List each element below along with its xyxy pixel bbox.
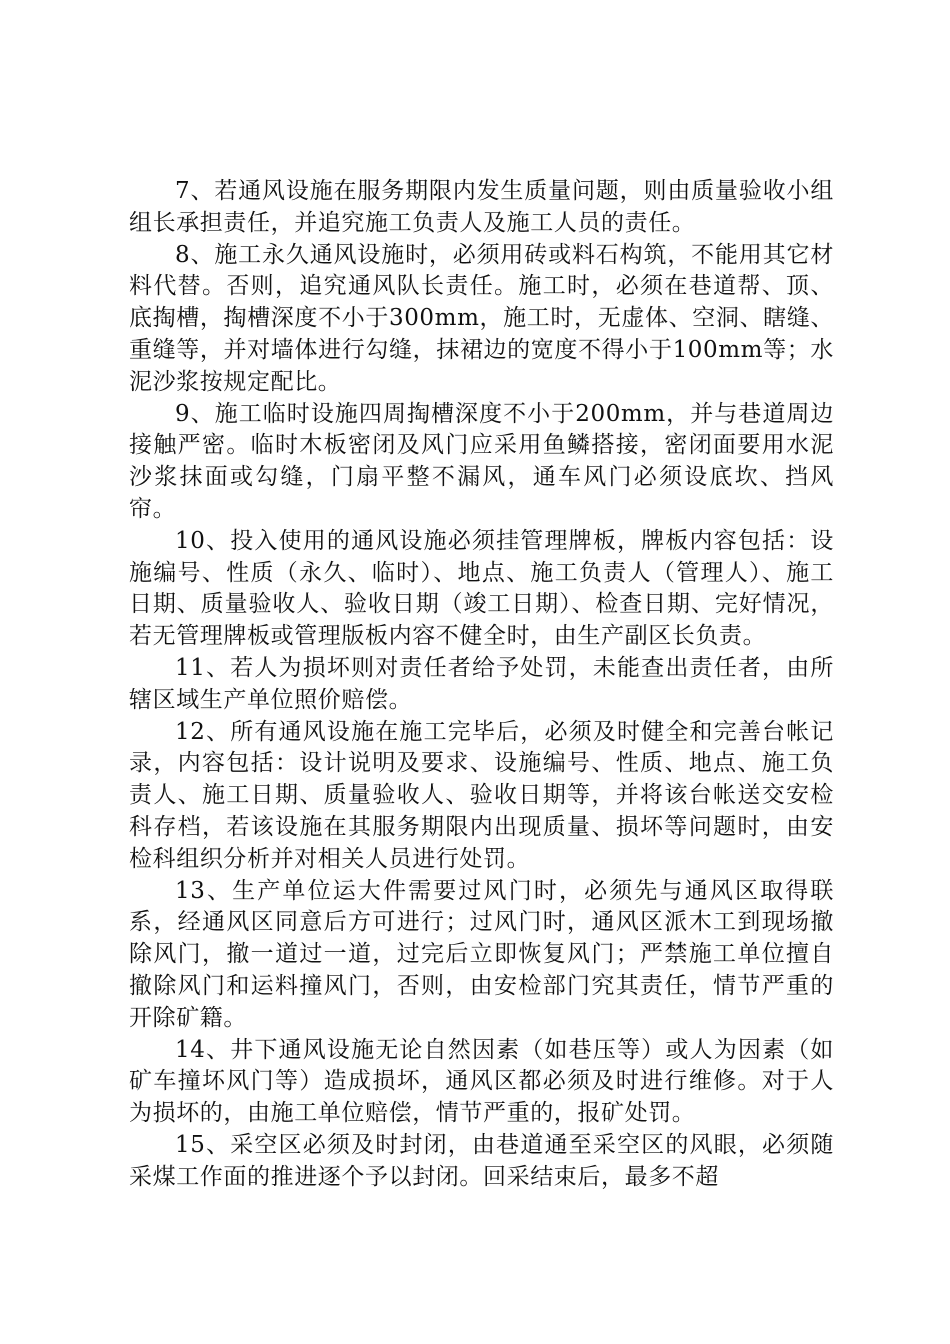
paragraph-item-9: 9、施工临时设施四周掏槽深度不小于200mm，并与巷道周边接触严密。临时木板密闭及风门应采用鱼鳞搭接，密闭面要用水泥沙浆抹面或勾缝，门扇平整不漏风，通车风门必须设底坎、挡风帘。 [129,400,834,522]
paragraph-item-11: 11、若人为损坏则对责任者给予处罚，未能查出责任者，由所辖区域生产单位照价赔偿。 [129,654,834,713]
paragraph-item-15: 15、采空区必须及时封闭，由巷道通至采空区的风眼，必须随采煤工作面的推进逐个予以封闭。回采结束后，最多不超 [129,1131,834,1190]
paragraph-item-7: 7、若通风设施在服务期限内发生质量问题，则由质量验收小组组长承担责任，并追究施工负责人及施工人员的责任。 [129,178,834,236]
paragraph-item-8: 8、施工永久通风设施时，必须用砖或料石构筑，不能用其它材料代替。否则，追究通风队长责任。施工时，必须在巷道帮、顶、底掏槽，掏槽深度不小于300mm，施工时，无虚体、空洞、瞎缝、重缝等，并对墙体进行勾缝，抹裙边的宽度不得小于100mm等；水泥沙浆按规定配比。 [129,241,834,395]
paragraph-item-13: 13、生产单位运大件需要过风门时，必须先与通风区取得联系，经通风区同意后方可进行；过风门时，通风区派木工到现场撤除风门，撤一道过一道，过完后立即恢复风门；严禁施工单位擅自撤除风门和运料撞风门，否则，由安检部门究其责任，情节严重的开除矿籍。 [129,877,834,1031]
paragraph-item-12: 12、所有通风设施在施工完毕后，必须及时健全和完善台帐记录，内容包括：设计说明及要求、设施编号、性质、地点、施工负责人、施工日期、质量验收人、验收日期等，并将该台帐送交安检科存档，若该设施在其服务期限内出现质量、损坏等问题时，由安检科组织分析并对相关人员进行处罚。 [129,718,834,872]
document-body [129,176,834,1194]
paragraph-item-14: 14、井下通风设施无论自然因素（如巷压等）或人为因素（如矿车撞坏风门等）造成损坏，通风区都必须及时进行维修。对于人为损坏的，由施工单位赔偿，情节严重的，报矿处罚。 [129,1036,834,1127]
paragraph-item-10: 10、投入使用的通风设施必须挂管理牌板，牌板内容包括：设施编号、性质（永久、临时）、地点、施工负责人（管理人）、施工日期、质量验收人、验收日期（竣工日期）、检查日期、完好情况，若无管理牌板或管理版板内容不健全时，由生产副区长负责。 [129,527,834,650]
